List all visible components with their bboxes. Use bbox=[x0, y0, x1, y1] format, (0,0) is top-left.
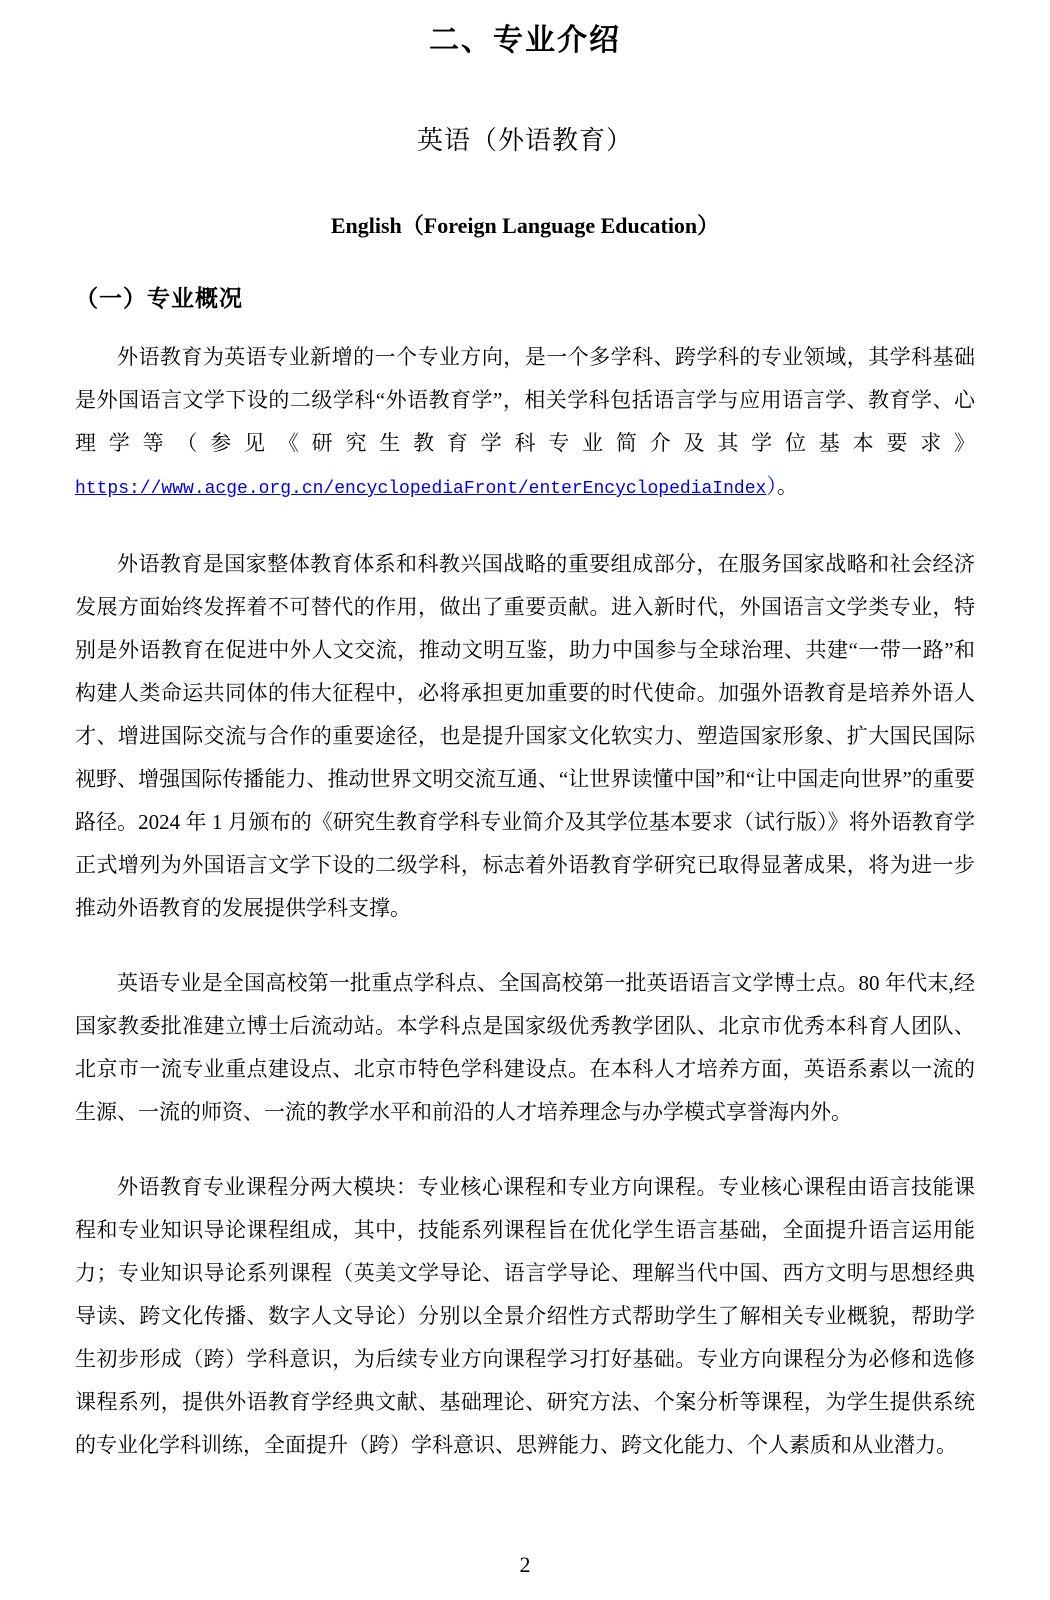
paragraph-overview-1 bbox=[75, 336, 975, 511]
page-number: 2 bbox=[519, 1552, 531, 1577]
link-closing-paren: ） bbox=[766, 474, 777, 498]
paragraph-overview-1-period: 。 bbox=[776, 474, 798, 498]
page-title: 二、专业介绍 bbox=[429, 24, 621, 57]
major-title-en: English（Foreign Language Education） bbox=[330, 213, 720, 238]
section-heading-overview: （一）专业概况 bbox=[75, 285, 243, 311]
encyclopedia-url-link[interactable]: https://www.acge.org.cn/encyclopediaFront/enterEncyclopediaIndex bbox=[75, 479, 767, 499]
paragraph-overview-1-text: 外语教育为英语专业新增的一个专业方向，是一个多学科、跨学科的专业领域，其学科基础是外国语言文学下设的二级学科“外语教育学”，相关学科包括语言学与应用语言学、教育学、心理学等（参见《研究生教育学科专业简介及其学位基本要求》 bbox=[75, 345, 975, 455]
paragraph-overview-3: 英语专业是全国高校第一批重点学科点、全国高校第一批英语语言文学博士点。80 年代末,经国家教委批准建立博士后流动站。本学科点是国家级优秀教学团队、北京市优秀本科育人团队、北京市一流专业重点建设点、北京市特色学科建设点。在本科人才培养方面，英语系素以一流的生源、一流的师资、一流的教学水平和前沿的人才培养理念与办学模式享誉海内外。 bbox=[75, 971, 975, 1124]
major-title-cn: 英语（外语教育） bbox=[416, 126, 633, 155]
paragraph-overview-4: 外语教育专业课程分两大模块：专业核心课程和专业方向课程。专业核心课程由语言技能课程和专业知识导论课程组成，其中，技能系列课程旨在优化学生语言基础，全面提升语言运用能力；专业知识导论系列课程（英美文学导论、语言学导论、理解当代中国、西方文明与思想经典导读、跨文化传播、数字人文导论）分别以全景介绍性方式帮助学生了解相关专业概貌，帮助学生初步形成（跨）学科意识，为后续专业方向课程学习打好基础。专业方向课程分为必修和选修课程系列，提供外语教育学经典文献、基础理论、研究方法、个案分析等课程，为学生提供系统的专业化学科训练，全面提升（跨）学科意识、思辨能力、跨文化能力、个人素质和从业潜力。 bbox=[75, 1175, 975, 1457]
paragraph-overview-2: 外语教育是国家整体教育体系和科教兴国战略的重要组成部分，在服务国家战略和社会经济发展方面始终发挥着不可替代的作用，做出了重要贡献。进入新时代，外国语言文学类专业，特别是外语教育在促进中外人文交流，推动文明互鉴，助力中国参与全球治理、共建“一带一路”和构建人类命运共同体的伟大征程中，必将承担更加重要的时代使命。加强外语教育是培养外语人才、增进国际交流与合作的重要途径，也是提升国家文化软实力、塑造国家形象、扩大国民国际视野、增强国际传播能力、推动世界文明交流互通、“让世界读懂中国”和“让中国走向世界”的重要路径。2024 年 1 月颁布的《研究生教育学科专业简介及其学位基本要求（试行版）》将外语教育学正式增列为外国语言文学下设的二级学科，标志着外语教育学研究已取得显著成果，将为进一步推动外语教育的发展提供学科支撑。 bbox=[75, 552, 975, 920]
